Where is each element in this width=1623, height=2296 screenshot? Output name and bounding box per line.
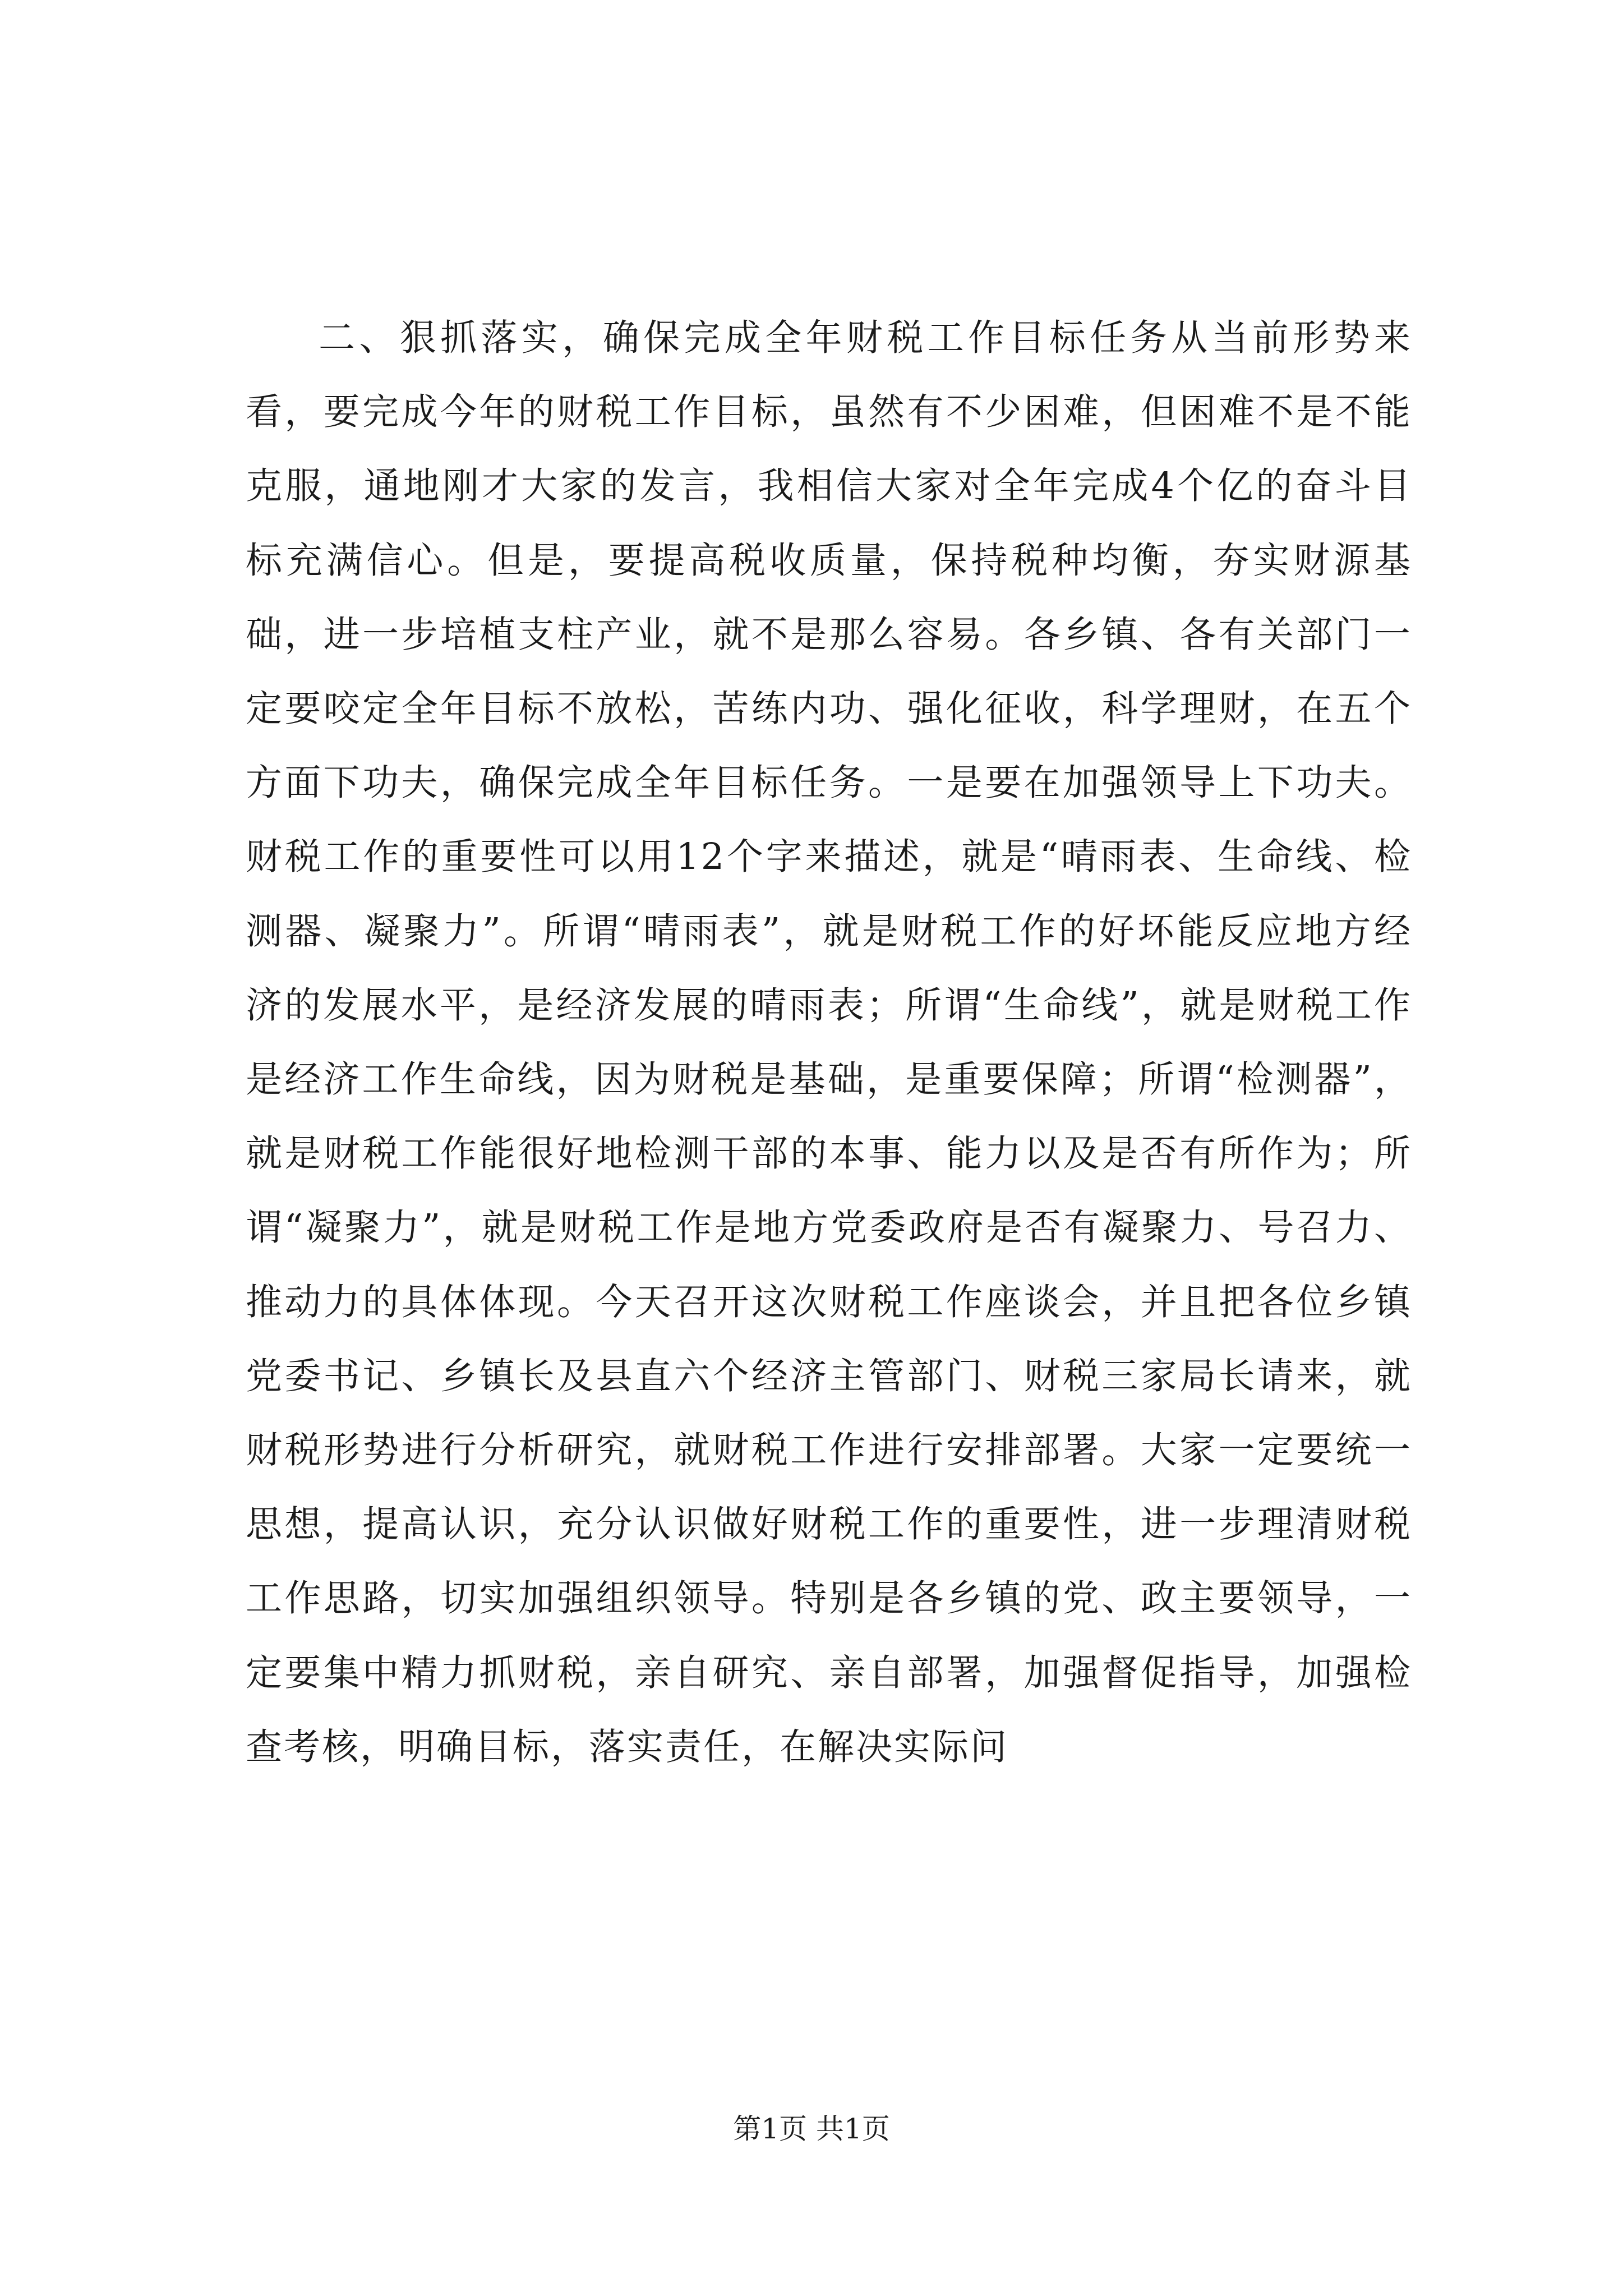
body-paragraph: 二、狠抓落实，确保完成全年财税工作目标任务从当前形势来看，要完成今年的财税工作目标，虽然有不少困难，但困难不是不能克服，通地刚才大家的发言，我相信大家对全年完成4个亿的奋斗目标充满信心。但是，要提高税收质量，保持税种均衡，夯实财源基础，进一步培植支柱产业，就不是那么容易。各乡镇、各有关部门一定要咬定全年目标不放松，苦练内功、强化征收，科学理财，在五个方面下功夫，确保完成全年目标任务。一是要在加强领导上下功夫。财税工作的重要性可以用12个字来描述，就是“晴雨表、生命线、检测器、凝聚力”。所谓“晴雨表”，就是财税工作的好坏能反应地方经济的发展水平，是经济发展的晴雨表；所谓“生命线”，就是财税工作是经济工作生命线，因为财税是基础，是重要保障；所谓“检测器”，就是财税工作能很好地检测干部的本事、能力以及是否有所作为；所谓“凝聚力”，就是财税工作是地方党委政府是否有凝聚力、号召力、推动力的具体体现。今天召开这次财税工作座谈会，并且把各位乡镇党委书记、乡镇长及县直六个经济主管部门、财税三家局长请来，就财税形势进行分析研究，就财税工作进行安排部署。大家一定要统一思想，提高认识，充分认识做好财税工作的重要性，进一步理清财税工作思路，切实加强组织领导。特别是各乡镇的党、政主要领导，一定要集中精力抓财税，亲自研究、亲自部署，加强督促指导，加强检查考核，明确目标，落实责任，在解决实际问 xyxy=(246,317,1412,1768)
page-footer: 第1页 共1页 xyxy=(733,2113,890,2145)
